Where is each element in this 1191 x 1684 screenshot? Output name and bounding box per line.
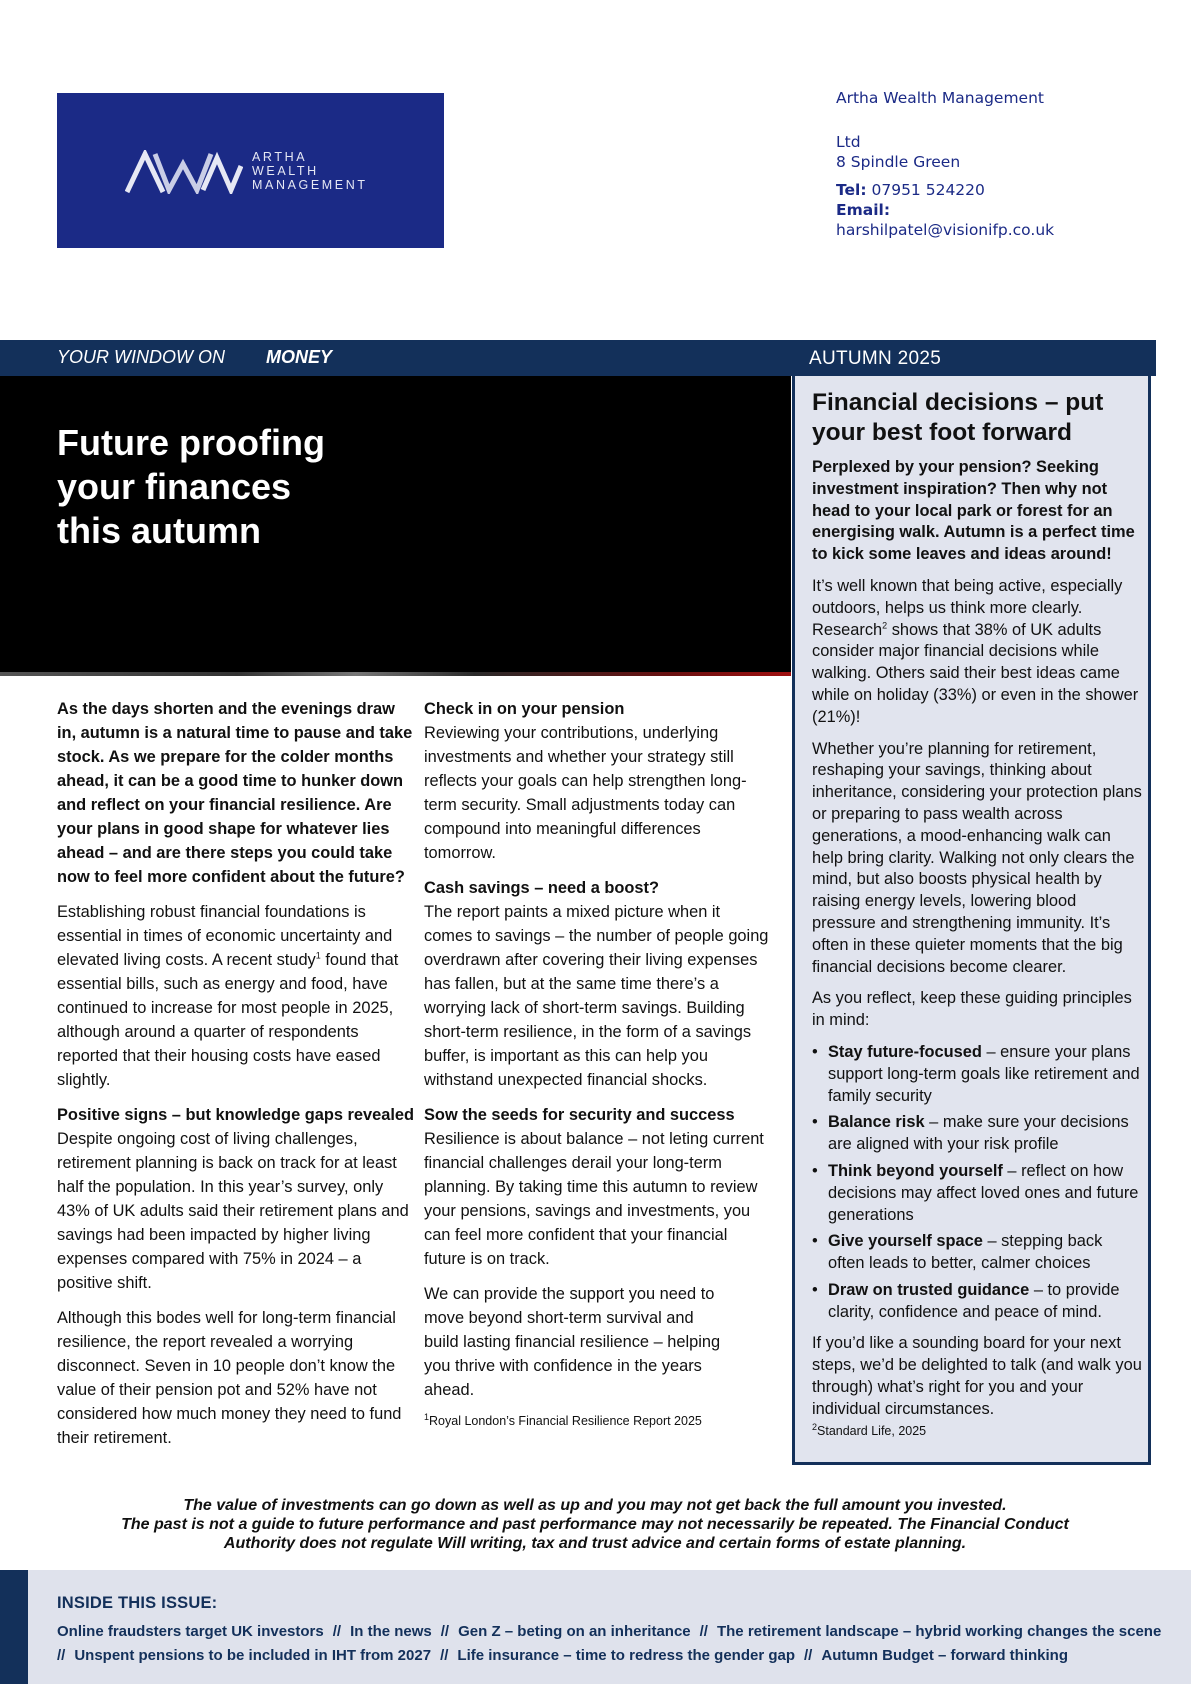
logo-word-2: WEALTH [252,164,319,178]
company-name: Artha Wealth Management [836,89,1044,107]
telephone-line [836,180,1166,200]
company-logo [57,93,444,248]
hero-title-line: Future proofing [57,422,325,463]
issue-item[interactable]: Gen Z – beting on an inheritance [458,1623,691,1640]
tel-number[interactable]: 07951 524220 [871,181,985,199]
list-item: • Give yourself space – stepping back often leads to better, calmer choices [812,1231,1142,1275]
issue-item[interactable]: In the news [350,1623,432,1640]
hero-image-strip [0,672,791,676]
sidebar-title: Financial decisions – put your best foot forward [812,389,1104,446]
list-item: • Stay future-focused – ensure your plans support long-term goals like retirement and family security [812,1042,1142,1107]
banner-money: MONEY [266,347,333,367]
sidebar-panel [792,376,1151,1465]
company-name-suffix: Ltd [836,133,861,151]
section-text: Despite ongoing cost of living challenges, retirement planning is back on track for at least half the population. In this year’s survey, only 43% of UK adults said their retirement plans and savings had been impacted by higher living expenses compared with 75% in 2024 – a positive shift. [57,1130,409,1292]
article-paragraph: Although this bodes well for long-term financial resilience, the report revealed a worrying disconnect. Seven in 10 people don’t know the value of their pension pot and 52% have not considered how much money they need to fund their retirement. [57,1309,402,1447]
section-seeds [424,1103,769,1271]
issue-item[interactable]: Life insurance – time to redress the gender gap [457,1647,796,1664]
article-column-2 [424,697,769,1429]
address: 8 Spindle Green [836,153,961,171]
email-label: Email: [836,201,891,219]
separator: // [699,1623,708,1640]
inside-this-issue-footer [0,1570,1191,1684]
issue-item[interactable]: Autumn Budget – forward thinking [821,1647,1069,1664]
article-intro: As the days shorten and the evenings draw in, autumn is a natural time to pause and take stock. As we prepare for the colder months ahead, it can be a good time to hunker down and reflect on your financial resilience. Are your plans in good shape for whatever lies ahead – and are there steps you could take now to feel more confident about the future? [57,700,413,886]
separator: // [332,1623,342,1640]
artha-monogram-icon [125,150,243,194]
sidebar-paragraph: It’s well known that being active, especially outdoors, helps us think more clearly. Research$^2$ shows that 38% of UK adults consider major financial decisions while walking. Others said their best ideas came while on holiday (33%) or even in the shower (21%)! [812,576,1139,726]
hero-title-line: this autumn [57,510,261,551]
separator: // [440,1623,450,1640]
disclaimer-line: Authority does not regulate Will writing, tax and trust advice and certain forms of estate planning. [223,1535,967,1552]
tel-label: Tel: [836,181,867,199]
email-link[interactable]: harshilpatel@visionifp.co.uk [836,221,1055,239]
disclaimer-line: The past is not a guide to future performance and past performance may not necessarily be repeated. The Financial Conduct [121,1516,1069,1533]
section-heading: Cash savings – need a boost? [424,879,659,897]
separator: // [57,1647,66,1664]
section-text: The report paints a mixed picture when it comes to savings – the number of people going overdrawn after covering their living expenses has fallen, but at the same time there’s a worrying lack of short-term savings. Building short-term resilience, in the form of a savings buffer, is important as this can help you withstand unexpected financial shocks. [424,903,769,1089]
banner-window-on: YOUR WINDOW ON [57,347,225,367]
hero-title [57,421,387,553]
article-footnote: $^1$Royal London’s Financial Resilience Report 2025 [424,1411,702,1428]
sidebar-intro: Perplexed by your pension? Seeking investment inspiration? Then why not head to your local park or forest for an energising walk. Autumn is a perfect time to kick some leaves and ideas around! [812,458,1135,564]
separator: // [804,1647,813,1664]
article-paragraph: We can provide the support you need to move beyond short-term survival and build lasting financial resilience – helping you thrive with confidence in the years ahead. [424,1285,721,1399]
logo-word-1: ARTHA [252,150,308,164]
separator: // [440,1647,449,1664]
footer-accent-bar [0,1570,28,1684]
footnote-ref: 1 [315,950,321,961]
list-item: • Balance risk – make sure your decisions are aligned with your risk profile [812,1112,1142,1156]
issue-item[interactable]: Online fraudsters target UK investors [57,1623,324,1640]
section-positive [57,1103,417,1295]
footnote-ref: 2 [882,620,888,631]
sidebar-paragraph: Whether you’re planning for retirement, reshaping your savings, thinking about inheritance, considering your protection plans or preparing to pass wealth across generations, a mood-enhancing walk can help bring clarity. Walking not only clears the mind, but also boosts physical health by raising energy levels, lowering blood pressure and strengthening immunity. It’s often in these quieter moments that the big financial decisions become clearer. [812,739,1142,976]
logo-wordmark [252,150,368,192]
hero-title-line: your finances [57,466,292,507]
section-heading: Sow the seeds for security and success [424,1106,735,1124]
footer-title: INSIDE THIS ISSUE: [57,1594,218,1612]
section-pension [424,697,769,865]
disclaimer-line: The value of investments can go down as well as up and you may not get back the full amount you invested. [183,1497,1007,1514]
issue-item[interactable]: Unspent pensions to be included in IHT from 2027 [74,1647,432,1664]
article-column-1 [57,697,417,1461]
sidebar-paragraph: As you reflect, keep these guiding principles in mind: [812,989,1132,1030]
hero-panel [0,376,791,676]
section-heading: Positive signs – but knowledge gaps revealed [57,1106,415,1124]
issue-item[interactable]: The retirement landscape – hybrid working changes the scene [716,1623,1162,1640]
issue-banner [0,340,1156,376]
risk-disclaimer [90,1496,1100,1553]
section-heading: Check in on your pension [424,700,625,718]
section-text: Resilience is about balance – not leting current financial challenges derail your long-term planning. By taking time this autumn to review your pensions, savings and investments, you can feel more confident that your financial future is on track. [424,1130,764,1268]
logo-word-3: MANAGEMENT [252,178,368,192]
sidebar-footnote: $^2$Standard Life, 2025 [812,1421,927,1438]
principles-list [812,1042,1142,1324]
issue-season: AUTUMN 2025 [809,348,942,369]
contact-block [836,88,1166,240]
section-cash [424,876,769,1092]
section-text: Reviewing your contributions, underlying investments and whether your strategy still reflects your goals can help strengthen long-term security. Small adjustments today can compound into meaningful differences tomorrow. [424,724,747,862]
list-item: • Think beyond yourself – reflect on how decisions may affect loved ones and future generations [812,1161,1142,1226]
sidebar-paragraph: If you’d like a sounding board for your next steps, we’d be delighted to talk (and walk you through) what’s right for you and your individual circumstances. [812,1334,1142,1418]
article-paragraph: Establishing robust financial foundations is essential in times of economic uncertainty and elevated living costs. A recent study$^1$ found that essential bills, such as energy and food, have continued to increase for most people in 2025, although around a quarter of respondents reported that their housing costs have eased slightly. [57,903,399,1089]
list-item: • Draw on trusted guidance – to provide clarity, confidence and peace of mind. [812,1280,1142,1324]
issue-contents-list [57,1620,1177,1668]
